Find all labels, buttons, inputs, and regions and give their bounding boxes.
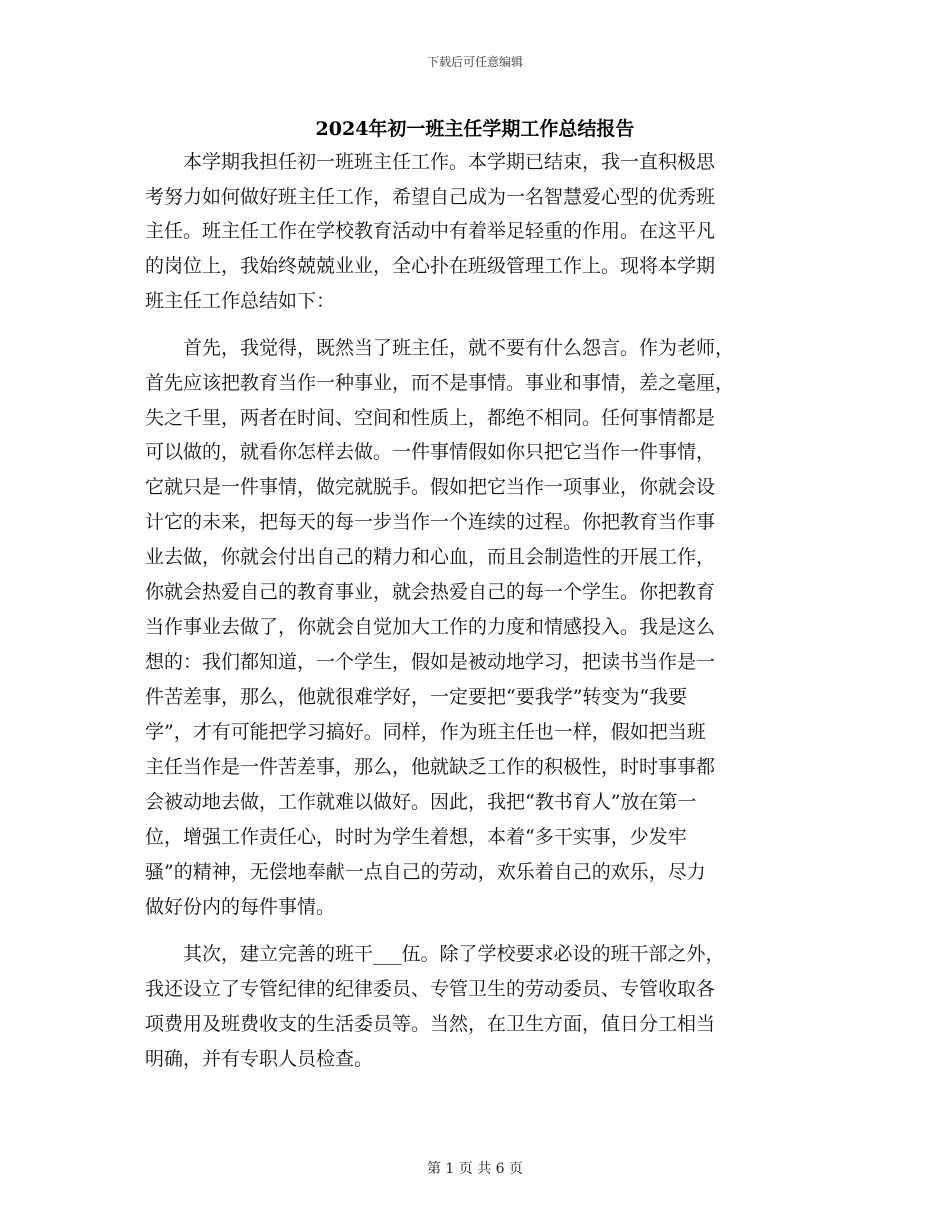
body-line: 首先应该把教育当作一种事业，而不是事情。事业和事情，差之毫厘， bbox=[145, 372, 735, 394]
body-line: 位，增强工作责任心，时时为学生着想，本着“多干实事，少发牢 bbox=[145, 826, 687, 848]
body-line: 首先，我觉得，既然当了班主任，就不要有什么怨言。作为老师， bbox=[145, 337, 735, 359]
body-line: 我还设立了专管纪律的纪律委员、专管卫生的劳动委员、专管收取各 bbox=[145, 978, 716, 1000]
body-line: 班主任工作总结如下： bbox=[145, 290, 336, 312]
body-line: 业去做，你就会付出自己的精力和心血，而且会制造性的开展工作， bbox=[145, 546, 716, 568]
page-number: 第 1 页 共 6 页 bbox=[426, 1161, 524, 1177]
body-line: 主任当作是一件苦差事，那么，他就缺乏工作的积极性，时时事事都 bbox=[145, 756, 716, 778]
body-line: 明确，并有专职人员检查。 bbox=[145, 1048, 374, 1070]
body-line: 考努力如何做好班主任工作，希望自己成为一名智慧爱心型的优秀班 bbox=[145, 186, 716, 208]
body-line: 你就会热爱自己的教育事业，就会热爱自己的每一个学生。你把教育 bbox=[145, 581, 716, 603]
body-line: 项费用及班费收支的生活委员等。当然，在卫生方面，值日分工相当 bbox=[145, 1013, 716, 1035]
body-line: 学”，才有可能把学习搞好。同样，作为班主任也一样，假如把当班 bbox=[145, 721, 706, 743]
body-line: 主任。班主任工作在学校教育活动中有着举足轻重的作用。在这平凡 bbox=[145, 220, 716, 242]
body-line: 件苦差事，那么，他就很难学好，一定要把“要我学”转变为“我要 bbox=[145, 686, 688, 708]
body-line: 骚”的精神，无偿地奉献一点自己的劳动，欢乐着自己的欢乐，尽力 bbox=[145, 861, 706, 883]
body-line: 其次，建立完善的班干___伍。除了学校要求必设的班干部之外， bbox=[145, 943, 725, 965]
body-line: 可以做的，就看你怎样去做。一件事情假如你只把它当作一件事情， bbox=[145, 441, 716, 463]
body-line: 它就只是一件事情，做完就脱手。假如把它当作一项事业，你就会设 bbox=[145, 476, 716, 498]
body-line: 的岗位上，我始终兢兢业业，全心扑在班级管理工作上。现将本学期 bbox=[145, 255, 716, 277]
body-line: 当作事业去做了，你就会自觉加大工作的力度和情感投入。我是这么 bbox=[145, 616, 716, 638]
body-line: 本学期我担任初一班班主任工作。本学期已结束，我一直积极思 bbox=[145, 151, 716, 173]
body-line: 失之千里，两者在时间、空间和性质上，都绝不相同。任何事情都是 bbox=[145, 407, 716, 429]
document-title: 2024年初一班主任学期工作总结报告 bbox=[315, 118, 635, 140]
body-line: 计它的未来，把每天的每一步当作一个连续的过程。你把教育当作事 bbox=[145, 511, 716, 533]
header-note: 下载后可任意编辑 bbox=[426, 55, 523, 69]
body-line: 想的：我们都知道，一个学生，假如是被动地学习，把读书当作是一 bbox=[145, 651, 716, 673]
body-line: 做好份内的每件事情。 bbox=[145, 896, 336, 918]
body-line: 会被动地去做，工作就难以做好。因此，我把“教书育人”放在第一 bbox=[145, 791, 697, 813]
